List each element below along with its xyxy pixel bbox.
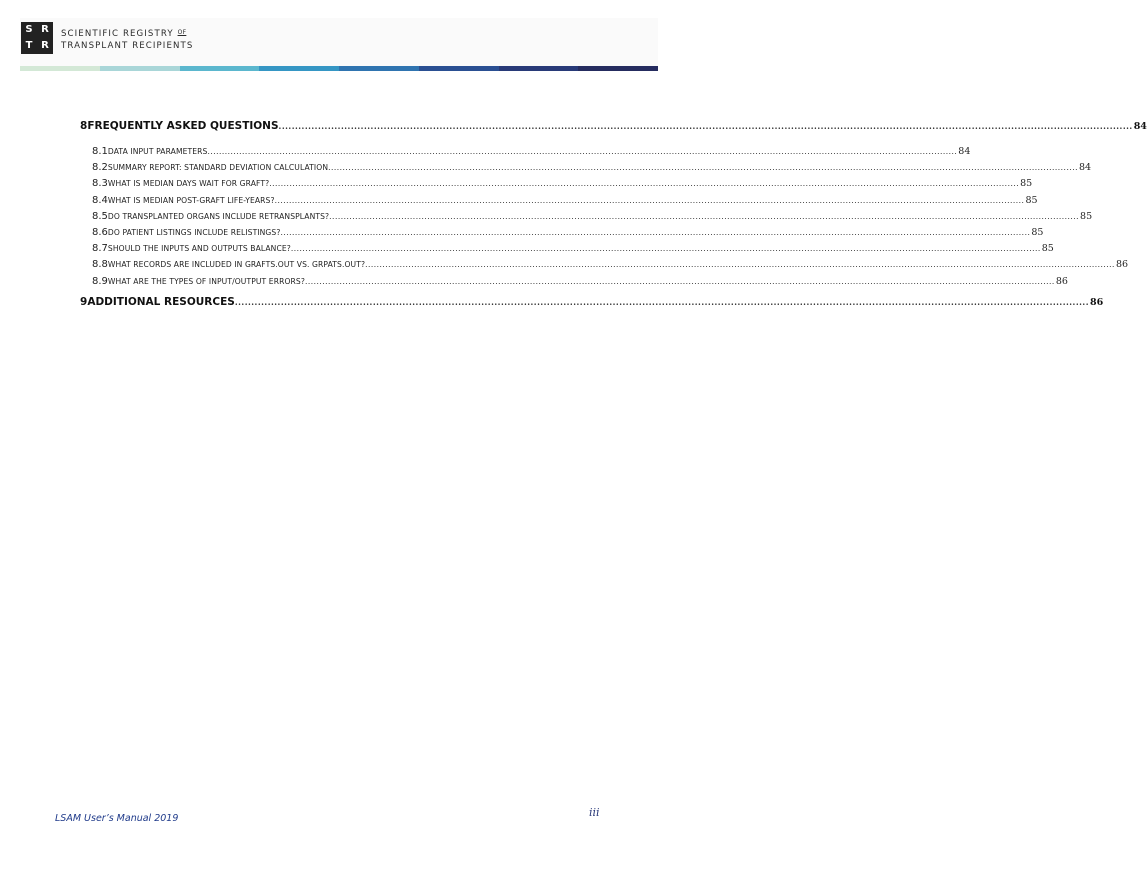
toc-entry-title: WHAT IS MEDIAN POST-GRAFT LIFE-YEARS? xyxy=(107,195,275,205)
toc-leader-dots: .................................................................................................................................................................................................................................................................... xyxy=(280,227,1031,237)
toc-entry-page: 84 xyxy=(1133,121,1147,132)
toc-leader-dots: .................................................................................................................................................................................................................................................................... xyxy=(234,296,1089,307)
organization-name xyxy=(61,27,193,52)
header-color-bar xyxy=(20,66,658,71)
toc-leader-dots: .................................................................................................................................................................................................................................................................... xyxy=(328,163,1078,173)
toc-entry[interactable] xyxy=(80,194,1038,211)
toc-entry[interactable] xyxy=(80,178,1033,194)
toc-entry-page: 85 xyxy=(1025,194,1038,206)
toc-entry-page: 86 xyxy=(1115,259,1129,271)
toc-entry-number: 9 xyxy=(80,295,88,308)
color-segment xyxy=(20,66,100,71)
color-segment xyxy=(180,66,260,71)
srtr-logo xyxy=(21,22,53,54)
toc-entry-number: 8.6 xyxy=(92,226,108,238)
logo-letter: R xyxy=(41,24,49,35)
toc-entry-title: DATA INPUT PARAMETERS xyxy=(107,147,208,156)
toc-entry-title: ADDITIONAL RESOURCES xyxy=(87,295,235,308)
footer-manual-title: LSAM User’s Manual 2019 xyxy=(55,813,179,824)
toc-entry-title: DO PATIENT LISTINGS INCLUDE RELISTINGS? xyxy=(107,227,281,237)
toc-leader-dots: .................................................................................................................................................................................................................................................................... xyxy=(365,260,1115,270)
toc-entry[interactable] xyxy=(80,162,1092,178)
page-number: iii xyxy=(589,806,600,819)
toc-entry[interactable] xyxy=(80,146,971,162)
toc-entry-title: SUMMARY REPORT: STANDARD DEVIATION CALCULATION xyxy=(107,163,329,173)
toc-leader-dots: .................................................................................................................................................................................................................................................................... xyxy=(304,276,1055,286)
toc-leader-dots: .................................................................................................................................................................................................................................................................... xyxy=(278,121,1133,131)
toc-entry[interactable] xyxy=(80,210,1093,227)
organization-name-line-2: TRANSPLANT RECIPIENTS xyxy=(61,41,194,51)
color-segment xyxy=(578,66,658,71)
toc-entry-title: WHAT ARE THE TYPES OF INPUT/OUTPUT ERRORS? xyxy=(107,276,305,286)
organization-name-line-1: SCIENTIFIC REGISTRY $^{OF}$ xyxy=(61,29,187,39)
toc-entry-number: 8.2 xyxy=(92,162,108,174)
toc-entry-number: 8 xyxy=(80,120,88,132)
organization-name-of: OF xyxy=(177,29,187,36)
toc-leader-dots: .................................................................................................................................................................................................................................................................... xyxy=(274,195,1025,205)
toc-entry-title: FREQUENTLY ASKED QUESTIONS xyxy=(87,120,279,132)
toc-entry-number: 8.1 xyxy=(92,146,108,157)
toc-entry-title: WHAT RECORDS ARE INCLUDED IN GRAFTS.OUT VS. GRPATS.OUT? xyxy=(107,260,366,270)
logo-letter: S xyxy=(25,24,33,35)
toc-entry-page: 84 xyxy=(958,146,971,157)
toc-entry-title: DO TRANSPLANTED ORGANS INCLUDE RETRANSPLANTS? xyxy=(107,211,330,221)
toc-leader-dots: .................................................................................................................................................................................................................................................................... xyxy=(290,244,1041,254)
color-segment xyxy=(419,66,499,71)
toc-entry-section-9[interactable] xyxy=(80,295,1104,313)
toc-entry-page: 84 xyxy=(1078,162,1092,174)
logo-letter: T xyxy=(25,40,33,51)
toc-entry[interactable] xyxy=(80,243,1054,259)
color-segment xyxy=(259,66,339,71)
toc-entry-number: 8.8 xyxy=(92,259,108,271)
toc-entry-number: 8.3 xyxy=(92,178,108,190)
color-segment xyxy=(100,66,180,71)
toc-entry-number: 8.4 xyxy=(92,194,108,206)
toc-entry-page: 86 xyxy=(1089,296,1104,308)
toc-entry-page: 85 xyxy=(1020,178,1033,190)
toc-entry-number: 8.7 xyxy=(92,243,108,255)
logo-letter: R xyxy=(41,40,49,51)
toc-entry-page: 86 xyxy=(1055,275,1068,287)
toc-entry-title: SHOULD THE INPUTS AND OUTPUTS BALANCE? xyxy=(107,244,291,254)
toc-entry-page: 85 xyxy=(1041,243,1054,255)
color-segment xyxy=(339,66,419,71)
toc-entry[interactable] xyxy=(80,259,1129,275)
color-segment xyxy=(499,66,579,71)
toc-leader-dots: .................................................................................................................................................................................................................................................................... xyxy=(269,179,1020,189)
toc-leader-dots: .................................................................................................................................................................................................................................................................... xyxy=(329,211,1080,221)
table-of-contents xyxy=(80,120,1147,313)
page-header xyxy=(0,0,680,72)
toc-entry[interactable] xyxy=(80,275,1068,292)
toc-entry-number: 8.5 xyxy=(92,210,108,222)
toc-entry-page: 85 xyxy=(1031,226,1044,238)
toc-entry-page: 85 xyxy=(1080,210,1093,222)
toc-entry-number: 8.9 xyxy=(92,275,108,287)
toc-entry[interactable] xyxy=(80,226,1044,243)
toc-entry-section-8[interactable] xyxy=(80,120,1147,137)
toc-leader-dots: .................................................................................................................................................................................................................................................................... xyxy=(207,147,958,156)
toc-entry-title: WHAT IS MEDIAN DAYS WAIT FOR GRAFT? xyxy=(107,179,270,189)
